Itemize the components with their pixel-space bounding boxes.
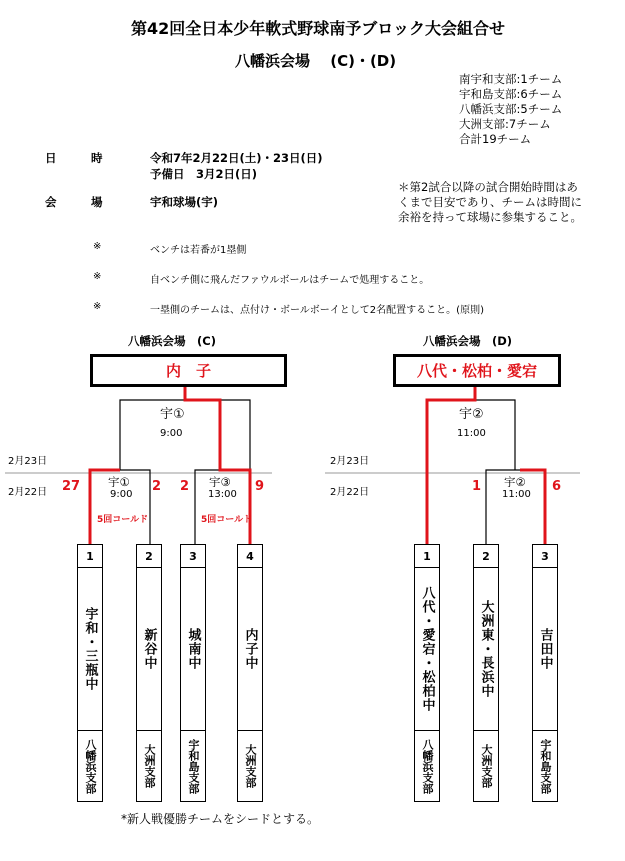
bracket-d-winner-box: 八代・松柏・愛宕: [393, 354, 561, 387]
team-card: [473, 544, 499, 802]
date-label: 日 時: [45, 151, 103, 165]
team-card: [180, 544, 206, 802]
bracket-c-game1-note: 5回コールド: [97, 515, 149, 525]
team-branch: 宇和島支部: [539, 738, 552, 794]
team-name: 八代・愛宕・松柏中: [415, 568, 439, 731]
team-name: 大洲東・長浜中: [474, 568, 498, 731]
bracket-d-game1-field: 宇②: [504, 475, 526, 489]
team-count-line: 八幡浜支部:5チーム: [459, 102, 563, 116]
venue-label: 会 場: [45, 195, 103, 209]
bracket-d-game1-time: 11:00: [502, 489, 531, 500]
team-card: [237, 544, 263, 802]
bracket-c-final-field: 宇①: [160, 407, 185, 422]
bracket-c-game1-score-right: 2: [152, 479, 162, 494]
bracket-c-game1-time: 9:00: [110, 489, 133, 500]
team-name: 新谷中: [137, 568, 161, 731]
bracket-c-date-23: 2月23日: [8, 456, 48, 467]
page-title: 第42回全日本少年軟式野球南予ブロック大会組合せ: [131, 19, 505, 38]
team-number: 1: [78, 545, 102, 568]
bracket-c-game1-score-left: 27: [62, 479, 81, 494]
team-branch: 宇和島支部: [187, 738, 200, 794]
rule-text: ベンチは若番が1塁側: [150, 245, 247, 256]
bracket-c-game2-score-left: 2: [180, 479, 190, 494]
bracket-c-game2-note: 5回コールド: [201, 515, 253, 525]
bracket-d-label: 八幡浜会場 (D): [423, 334, 513, 348]
team-name: 内子中: [238, 568, 262, 731]
bracket-c-game2-score-right: 9: [255, 479, 265, 494]
team-number: 2: [474, 545, 498, 568]
team-count-line: 南宇和支部:1チーム: [459, 72, 563, 86]
footer-note: *新人戦優勝チームをシードとする。: [121, 812, 320, 826]
rule-text: 一塁側のチームは、点付け・ボールボーイとして2名配置すること。(原則): [150, 305, 484, 316]
bracket-d-final-time: 11:00: [457, 428, 486, 439]
bracket-d-game1-score-right: 6: [552, 479, 562, 494]
bracket-d-date-22: 2月22日: [330, 487, 370, 498]
team-number: 4: [238, 545, 262, 568]
rule-mark: ※: [93, 271, 102, 282]
team-number: 3: [181, 545, 205, 568]
rule-mark: ※: [93, 301, 102, 312]
rule-text: 自ベンチ側に飛んだファウルボールはチームで処理すること。: [150, 275, 430, 286]
bracket-c-winner-box: 内 子: [90, 354, 287, 387]
team-name: 吉田中: [533, 568, 557, 731]
rule-mark: ※: [93, 241, 102, 252]
team-card: [136, 544, 162, 802]
bracket-d-game1-score-left: 1: [472, 479, 482, 494]
bracket-c-game2-field: 宇③: [209, 475, 231, 489]
venue-title: 八幡浜会場 (C)・(D): [235, 52, 397, 70]
bracket-c-date-22: 2月22日: [8, 487, 48, 498]
bracket-c-game2-time: 13:00: [208, 489, 237, 500]
team-name: 宇和・三瓶中: [78, 568, 102, 731]
bracket-d-final-field: 宇②: [459, 407, 484, 422]
team-number: 1: [415, 545, 439, 568]
team-branch: 八幡浜支部: [421, 738, 434, 794]
bracket-c-label: 八幡浜会場 (C): [128, 334, 216, 348]
bracket-c-final-time: 9:00: [160, 428, 183, 439]
bracket-c-game1-field: 宇①: [108, 475, 130, 489]
team-branch: 大洲支部: [244, 744, 257, 788]
team-number: 3: [533, 545, 557, 568]
team-count-line: 宇和島支部:6チーム: [459, 87, 563, 101]
team-count-line: 大洲支部:7チーム: [459, 117, 551, 131]
start-time-note: ＊第2試合以降の試合開始時間はあくまで目安であり、チームは時間に余裕を持って球場に参集すること。: [398, 180, 582, 224]
team-card: [414, 544, 440, 802]
date-value: 令和7年2月22日(土)・23日(日): [150, 151, 323, 165]
bracket-d-date-23: 2月23日: [330, 456, 370, 467]
team-branch: 大洲支部: [480, 744, 493, 788]
reserve-date: 予備日 3月2日(日): [150, 167, 258, 181]
team-number: 2: [137, 545, 161, 568]
team-name: 城南中: [181, 568, 205, 731]
venue-value: 宇和球場(宇): [150, 195, 219, 209]
team-card: [532, 544, 558, 802]
team-count-line: 合計19チーム: [459, 132, 532, 146]
team-branch: 八幡浜支部: [84, 738, 97, 794]
team-card: [77, 544, 103, 802]
team-branch: 大洲支部: [143, 744, 156, 788]
